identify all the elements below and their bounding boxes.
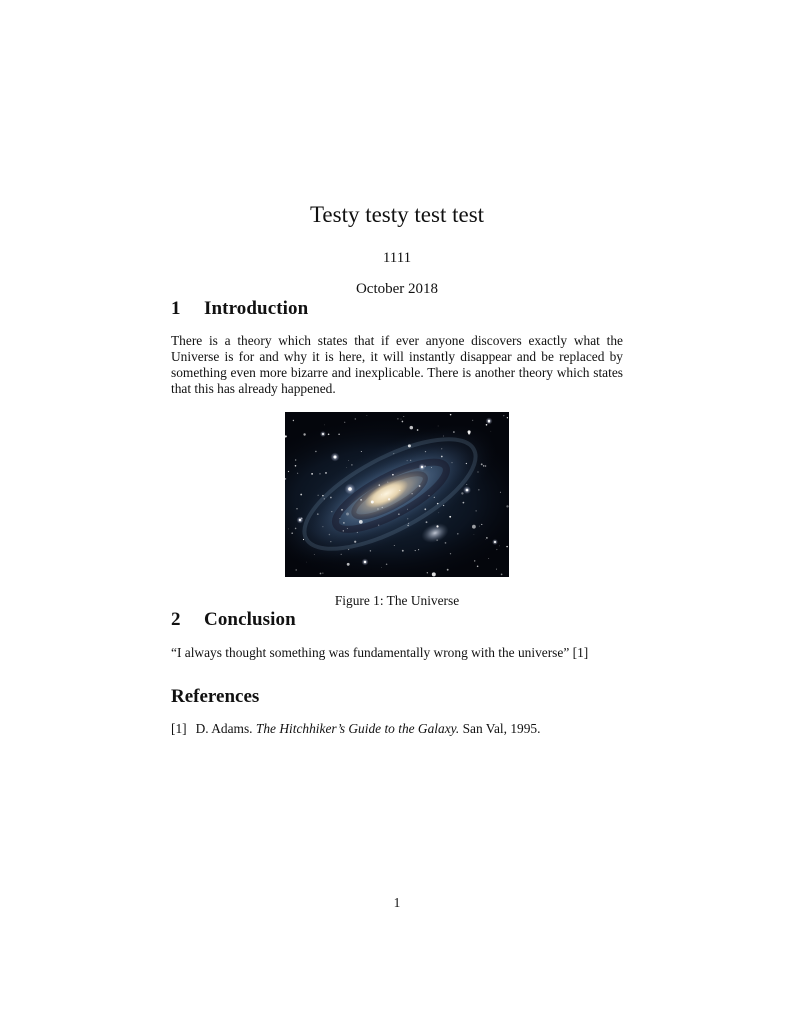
section-heading-conclusion	[171, 609, 623, 631]
reference-item	[171, 721, 623, 737]
paper-date: October 2018	[355, 280, 439, 297]
section-number: 1	[171, 297, 181, 319]
section-title: Conclusion	[204, 608, 296, 630]
document-content	[171, 0, 623, 737]
figure-1	[171, 412, 623, 609]
section-heading-introduction	[171, 298, 623, 320]
reference-publisher: San Val, 1995.	[462, 720, 541, 736]
reference-title: The Hitchhiker’s Guide to the Galaxy.	[255, 720, 460, 736]
paper-title: Testy testy test test	[309, 202, 485, 227]
figure-caption: Figure 1: The Universe	[334, 592, 460, 608]
page-number: 1	[393, 895, 401, 910]
references-heading: References	[171, 685, 260, 707]
conclusion-paragraph: “I always thought something was fundamentally wrong with the universe” [1]	[171, 644, 589, 660]
introduction-paragraph: There is a theory which states that if ever anyone discovers exactly what the Universe is for and why it is here, it will instantly disappear and be replaced by something even more bizarre and inexplicable. There is another theory which states that this has already happened.	[171, 332, 623, 397]
section-number: 2	[171, 608, 181, 630]
reference-authors: D. Adams.	[195, 720, 253, 736]
reference-text	[196, 721, 541, 737]
universe-image	[285, 412, 509, 577]
section-title: Introduction	[204, 297, 309, 319]
paper-author: 1111	[382, 249, 412, 266]
reference-label: [1]	[171, 720, 187, 736]
